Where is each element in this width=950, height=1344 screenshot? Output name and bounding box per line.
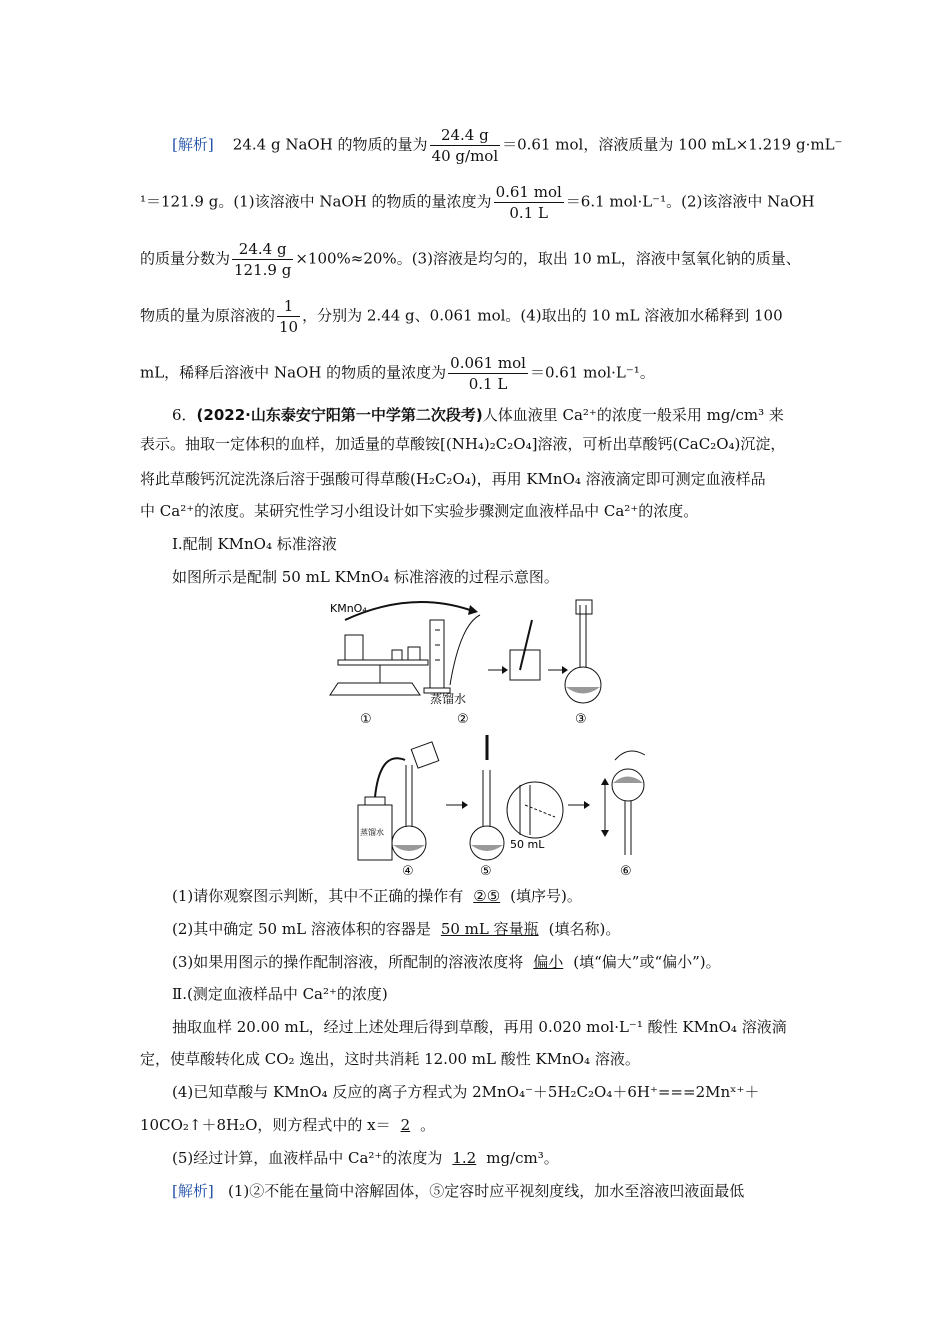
question-6-line-4: 中 Ca²⁺的浓度。某研究性学习小组设计如下实验步骤测定血液样品中 Ca²⁺的浓度。 <box>140 502 699 520</box>
answer-5: 1.2 <box>452 1149 477 1167</box>
step-3-label: ③ <box>575 712 587 727</box>
question-6-line-2: 表示。抽取一定体积的血样，加适量的草酸铵[(NH₄)₂C₂O₄]溶液，可析出草酸钙(CaC₂O₄)沉淀， <box>140 435 786 453</box>
solution-line-2: ¹＝121.9 g。(1)该溶液中 NaOH 的物质的量浓度为 $\frac{\text{0.61 mol}}{0.1 L}$ ＝6.1 mol·L⁻¹。(2)该溶液中 NaOH <box>140 183 815 222</box>
step-1-label: ① <box>360 712 372 727</box>
fraction: $\frac{\text{0.61 mol}}{0.1 L}$ <box>495 183 562 222</box>
answer-4: 2 <box>400 1116 411 1134</box>
procedure-figure-top <box>320 595 620 730</box>
answer-2: 50 mL 容量瓶 <box>440 920 539 938</box>
step-5-label: ⑤ <box>480 864 492 879</box>
part-1-description: 如图所示是配制 50 mL KMnO₄ 标准溶液的过程示意图。 <box>172 568 559 586</box>
solution-tag: [解析] <box>172 135 214 154</box>
kmno4-label: KMnO₄ <box>330 602 367 615</box>
question-6-line-1: 6．(2022·山东泰安宁阳第一中学第二次段考)人体血液里 Ca²⁺的浓度一般采用 mg/cm³ 来 <box>172 406 784 424</box>
subquestion-5: (5)经过计算，血液样品中 Ca²⁺的浓度为 1.2 mg/cm³。 <box>172 1149 559 1167</box>
part-2-line-2: 定，使草酸转化成 CO₂ 逸出，这时共消耗 12.00 mL 酸性 KMnO₄ 溶液。 <box>140 1050 640 1068</box>
question-source: (2022·山东泰安宁阳第一中学第二次段考) <box>196 406 483 424</box>
question-6-line-3: 将此草酸钙沉淀洗涤后溶于强酸可得草酸(H₂C₂O₄)，再用 KMnO₄ 溶液滴定即可测定血液样品 <box>140 470 766 488</box>
solution-line-1: [解析] 24.4 g NaOH 的物质的量为 $\frac{24.4 g}{\text{40 g/mol}}$ ＝0.61 mol，溶液质量为 100 mL×1.219 g·mL⁻ <box>172 126 843 165</box>
answer-3: 偏小 <box>533 953 564 971</box>
solution-line-4: 物质的量为原溶液的 $\frac{1}{10}$ ，分别为 2.44 g、0.061 mol。(4)取出的 10 mL 溶液加水稀释到 100 <box>140 297 783 336</box>
fraction: $\frac{24.4 g}{\text{40 g/mol}}$ <box>431 126 499 165</box>
fraction: $\frac{1}{10}$ <box>279 297 299 336</box>
subquestion-3: (3)如果用图示的操作配制溶液，所配制的溶液浓度将 偏小 (填“偏大”或“偏小”)。 <box>172 953 721 971</box>
step-4-label: ④ <box>402 864 414 879</box>
subquestion-4-line-1: (4)已知草酸与 KMnO₄ 反应的离子方程式为 2MnO₄⁻＋5H₂C₂O₄＋6H⁺===2Mnˣ⁺＋ <box>172 1083 760 1101</box>
part-1-heading: Ⅰ.配制 KMnO₄ 标准溶液 <box>172 535 337 553</box>
water-bottle-label: 蒸馏水 <box>360 828 384 837</box>
subquestion-1: (1)请你观察图示判断，其中不正确的操作有 ②⑤ (填序号)。 <box>172 887 582 905</box>
subquestion-4-line-2: 10CO₂↑＋8H₂O，则方程式中的 x＝ 2 。 <box>140 1116 436 1134</box>
question-number: 6． <box>172 406 197 424</box>
step-6-label: ⑥ <box>620 864 632 879</box>
subquestion-2: (2)其中确定 50 mL 溶液体积的容器是 50 mL 容量瓶 (填名称)。 <box>172 920 621 938</box>
volume-label: 50 mL <box>510 838 545 851</box>
fraction: $\frac{\text{0.061 mol}}{0.1 L}$ <box>450 354 526 393</box>
step-2-label: ② <box>457 712 469 727</box>
distilled-water-label: 蒸馏水 <box>430 692 467 706</box>
answer-1: ②⑤ <box>473 887 501 905</box>
solution-2-line-1: [解析] (1)②不能在量筒中溶解固体，⑤定容时应平视刻度线，加水至溶液凹液面最低 <box>172 1182 745 1200</box>
part-2-line-1: 抽取血样 20.00 mL，经过上述处理后得到草酸，再用 0.020 mol·L⁻¹ 酸性 KMnO₄ 溶液滴 <box>172 1018 787 1036</box>
procedure-figure-bottom <box>350 735 670 880</box>
solution-tag: [解析] <box>172 1182 214 1200</box>
fraction: $\frac{24.4 g}{121.9 g}$ <box>234 240 292 279</box>
solution-line-5: mL，稀释后溶液中 NaOH 的物质的量浓度为 $\frac{\text{0.061 mol}}{0.1 L}$ ＝0.61 mol·L⁻¹。 <box>140 354 655 393</box>
part-2-heading: Ⅱ.(测定血液样品中 Ca²⁺的浓度) <box>172 985 388 1003</box>
solution-line-3: 的质量分数为 $\frac{24.4 g}{121.9 g}$ ×100%≈20%。(3)溶液是均匀的，取出 10 mL，溶液中氢氧化钠的质量、 <box>140 240 801 279</box>
